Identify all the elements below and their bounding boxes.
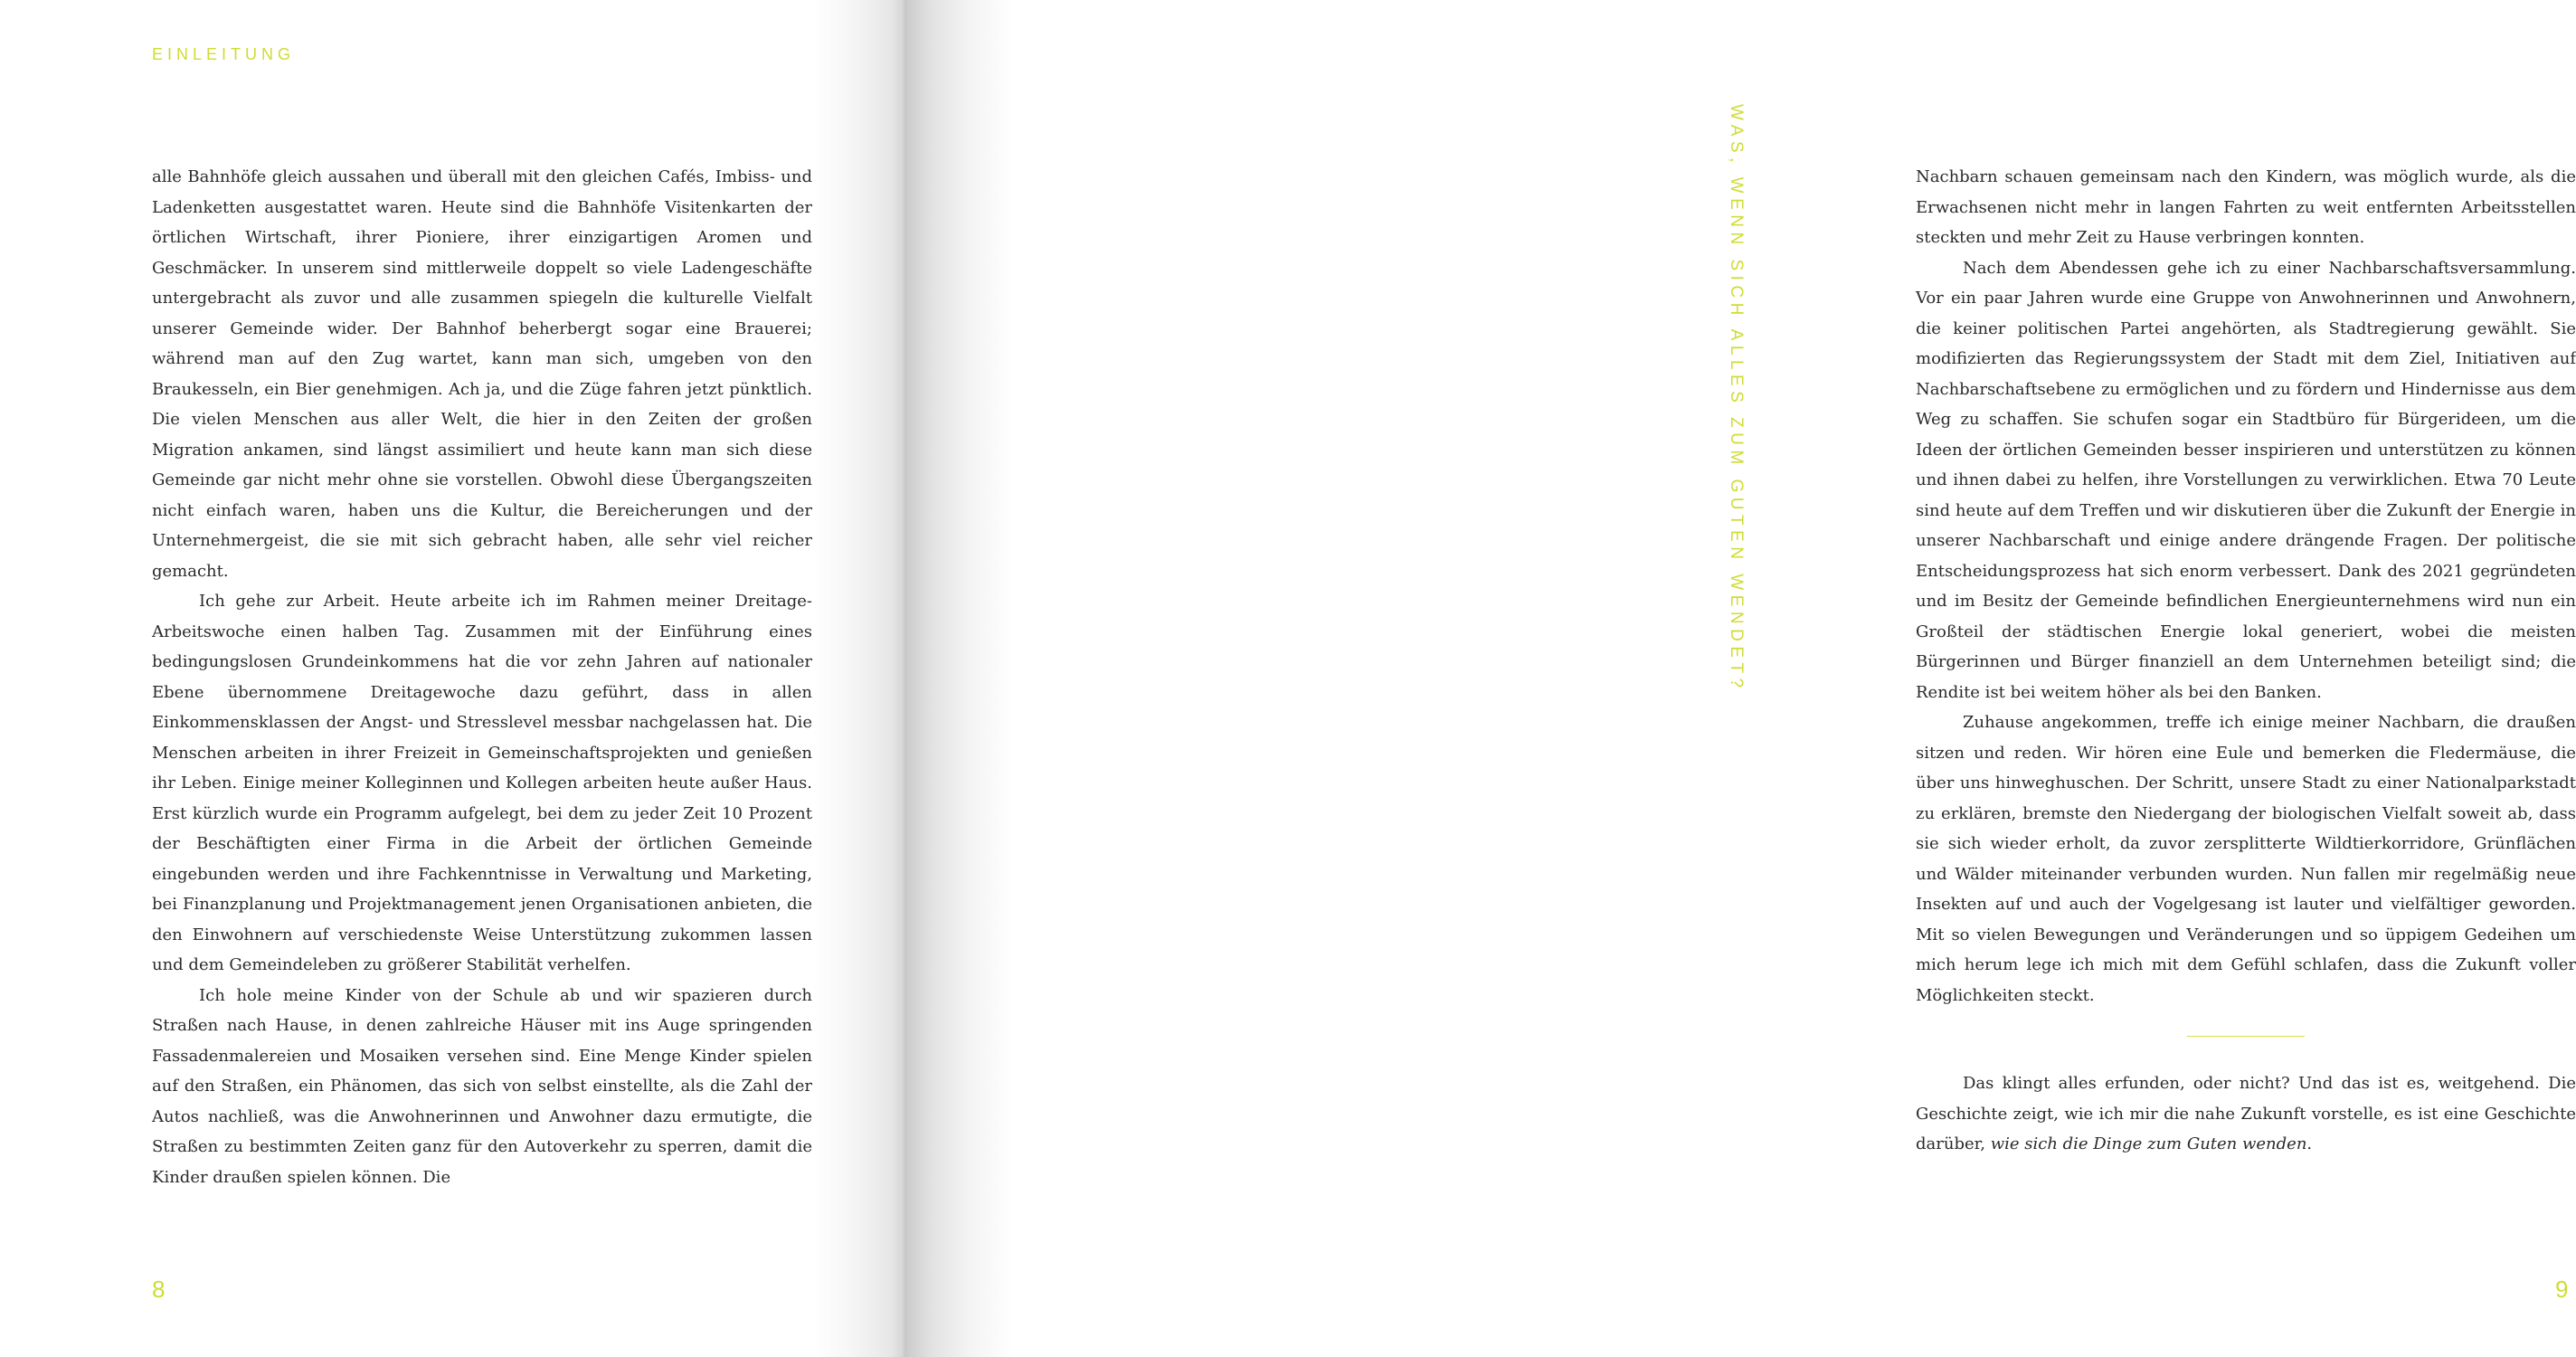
paragraph: Ich hole meine Kinder von der Schule ab und wir spazieren durch Straßen nach Hause, in denen zahlreiche Häuser mit ins Auge springenden Fassadenmalereien und Mosaiken versehen sind. Eine Menge Kinder spielen auf den Straßen, ein Phänomen, das sich von selbst einstellte, als die Zahl der Autos nachließ, was die Anwohnerinnen und Anwohner dazu ermutigte, die Straßen zu bestimmten Zeiten ganz für den Autoverkehr zu sperren, damit die Kinder draußen spielen können. Die (152, 985, 812, 1187)
vertical-chapter-title: WAS, WENN SICH ALLES ZUM GUTEN WENDET? (1727, 104, 1746, 693)
running-head: EINLEITUNG (152, 45, 296, 63)
left-page (0, 0, 904, 1357)
page-number: 9 (2555, 1276, 2569, 1303)
paragraph: Nachbarn schauen gemeinsam nach den Kindern, was möglich wurde, als die Erwachsenen nicht mehr in langen Fahrten zu weit entfernten Arbeitsstellen steckten und mehr Zeit zu Hause verbringen konnten. (1916, 167, 2576, 247)
page-number: 8 (152, 1276, 166, 1303)
closing-text: Das klingt alles erfunden, oder nicht? Und das ist es, weitgehend. Die Geschichte zeigt, wie ich mir die nahe Zukunft vorstelle, es ist eine Geschichte darüber, (1916, 1074, 2576, 1153)
right-text-column (1916, 162, 2576, 1160)
closing-emphasis: wie sich die Dinge zum Guten wenden (1990, 1134, 2307, 1153)
paragraph: alle Bahnhöfe gleich aussahen und überall mit den gleichen Cafés, Imbiss- und Ladenketten ausgestattet waren. Heute sind die Bahnhöfe Visitenkarten der örtlichen Wirtschaft, ihrer Pioniere, ihrer einzigartigen Aromen und Geschmäcker. In unserem sind mittlerweile doppelt so viele Ladengeschäfte untergebracht als zuvor und alle zusammen spiegeln die kulturelle Vielfalt unserer Gemeinde wider. Der Bahnhof beherbergt sogar eine Brauerei; während man auf den Zug wartet, kann man sich, umgeben von den Braukesseln, ein Bier genehmigen. Ach ja, und die Züge fahren jetzt pünktlich. Die vielen Menschen aus aller Welt, die hier in den Zeiten der großen Migration ankamen, sind längst assimiliert und heute kann man sich diese Gemeinde gar nicht mehr ohne sie vorstellen. Obwohl diese Übergangszeiten nicht einfach waren, haben uns die Kultur, die Bereicherungen und der Unternehmergeist, die sie mit sich gebracht haben, alle sehr viel reicher gemacht. (152, 167, 812, 581)
right-page (904, 0, 2576, 1357)
closing-section (1916, 1068, 2576, 1160)
paragraph: Ich gehe zur Arbeit. Heute arbeite ich im Rahmen meiner Dreitage-Arbeitswoche einen halben Tag. Zusammen mit der Einführung eines bedingungslosen Grundeinkommens hat die vor zehn Jahren auf nationaler Ebene übernommene Dreitagewoche dazu geführt, dass in allen Einkommensklassen der Angst- und Stresslevel messbar nachgelassen hat. Die Menschen arbeiten in ihrer Freizeit in Gemeinschaftsprojekten und genießen ihr Leben. Einige meiner Kolleginnen und Kollegen arbeiten heute außer Haus. Erst kürzlich wurde ein Programm aufgelegt, bei dem zu jeder Zeit 10 Prozent der Beschäftigten einer Firma in die Arbeit der örtlichen Gemeinde eingebunden werden und ihre Fachkenntnisse in Verwaltung und Marketing, bei Finanzplanung und Projektmanagement jenen Organisationen anbieten, die den Einwohnern auf verschiedenste Weise Unterstützung zukommen lassen und dem Gemeindeleben zu größerer Stabilität verhelfen. (152, 592, 812, 974)
section-divider (2187, 1036, 2305, 1037)
closing-end: . (2306, 1134, 2313, 1153)
paragraph: Nach dem Abendessen gehe ich zu einer Nachbarschaftsversammlung. Vor ein paar Jahren wurde eine Gruppe von Anwohnerinnen und Anwohnern, die keiner politischen Partei angehörten, als Stadtregierung gewählt. Sie modifizierten das Regierungssystem der Stadt mit dem Ziel, Initiativen auf Nachbarschaftsebene zu ermöglichen und zu fördern und Hindernisse aus dem Weg zu schaffen. Sie schufen sogar ein Stadtbüro für Bürgerideen, um die Ideen der örtlichen Gemeinden besser inspirieren und unterstützen zu können und ihnen dabei zu helfen, ihre Vorstellungen zu verwirklichen. Etwa 70 Leute sind heute auf dem Treffen und wir diskutieren über die Zukunft der Energie in unserer Nachbarschaft und einige andere drängende Fragen. Der politische Entscheidungsprozess hat sich enorm verbessert. Dank des 2021 gegründeten und im Besitz der Gemeinde befindlichen Energieunternehmens wird nun ein Großteil der städtischen Energie lokal generiert, wobei die meisten Bürgerinnen und Bürger finanziell an dem Unternehmen beteiligt sind; die Rendite ist bei weitem höher als bei den Banken. (1916, 258, 2576, 702)
left-text-column (152, 162, 812, 1192)
closing-paragraph (1916, 1068, 2576, 1160)
paragraph: Zuhause angekommen, treffe ich einige meiner Nachbarn, die draußen sitzen und reden. Wir hören eine Eule und bemerken die Fledermäuse, die über uns hinweghuschen. Der Schritt, unsere Stadt zu einer Nationalparkstadt zu erklären, bremste den Niedergang der biologischen Vielfalt soweit ab, dass sie sich wieder erholt, da zuvor zersplitterte Wildtierkorridore, Grünflächen und Wälder miteinander verbunden wurden. Nun fallen mir regelmäßig neue Insekten auf und auch der Vogelgesang ist lauter und vielfältiger geworden. Mit so vielen Bewegungen und Veränderungen und so üppigem Gedeihen um mich herum lege ich mich mit dem Gefühl schlafen, dass die Zukunft voller Möglichkeiten steckt. (1916, 713, 2576, 1005)
